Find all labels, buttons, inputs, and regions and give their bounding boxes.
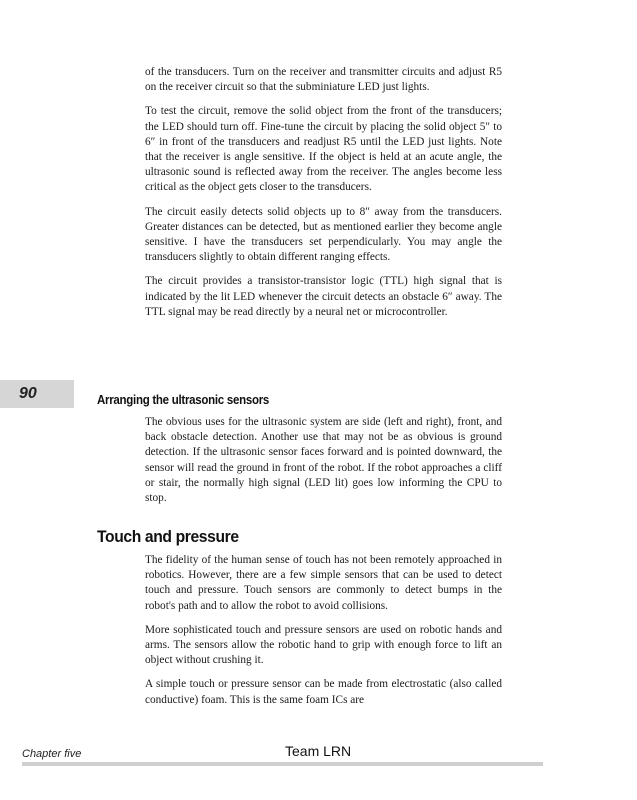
intro-text-block (145, 65, 502, 329)
section-heading-arranging: Arranging the ultrasonic sensors (97, 393, 270, 407)
paragraph: of the transducers. Turn on the receiver and transmitter circuits and adjust R5 on the receiver circuit so that the subminiature LED just lights. (145, 66, 502, 94)
touch-text-block (145, 553, 502, 717)
paragraph: The circuit provides a transistor-transistor logic (TTL) high signal that is indicated by the lit LED whenever the circuit detects an obstacle 6″ away. The TTL signal may be read directly by a neural net or microcontroller. (145, 275, 502, 318)
paragraph: The obvious uses for the ultrasonic system are side (left and right), front, and back obstacle detection. Another use that may not be as obvious is ground detection. If the ultrasonic sensor faces forward and is pointed downward, the sensor will read the ground in front of the robot. If the robot approaches a cliff or stair, the normally high signal (LED lit) goes low informing the CPU to stop. (145, 416, 502, 505)
watermark-text: Team LRN (285, 743, 352, 759)
paragraph: The circuit easily detects solid objects up to 8″ away from the transducers. Greater distances can be detected, but as mentioned earlier they become angle sensitive. I have the transducers set perpendicularly. You may angle the transducers slightly to obtain different ranging effects. (145, 205, 502, 264)
paragraph: The fidelity of the human sense of touch has not been remotely approached in robotics. However, there are a few simple sensors that can be used to detect touch and pressure. Touch sensors are commonly to detect bumps in the robot's path and to allow the robot to avoid collisions. (145, 554, 502, 612)
paragraph: More sophisticated touch and pressure sensors are used on robotic hands and arms. The sensors allow the robotic hand to grip with enough force to lift an object without crushing it. (145, 623, 502, 667)
section-heading-touch: Touch and pressure (97, 527, 239, 546)
paragraph: A simple touch or pressure sensor can be made from electrostatic (also called conductive) foam. This is the same foam ICs are (145, 678, 502, 706)
footer-rule (22, 762, 543, 766)
page-number-tab: 90 (0, 380, 74, 408)
chapter-label: Chapter five (22, 748, 82, 760)
paragraph: To test the circuit, remove the solid object from the front of the transducers; the LED should turn off. Fine-tune the circuit by placing the solid object 5″ to 6″ in front of the transducers and readjust R5 until the LED just lights. Note that the receiver is angle sensitive. If the object is held at an acute angle, the ultrasonic sound is reflected away from the receiver. The angles become less critical as the object gets closer to the transducers. (145, 105, 502, 194)
arranging-text-block (145, 415, 502, 515)
